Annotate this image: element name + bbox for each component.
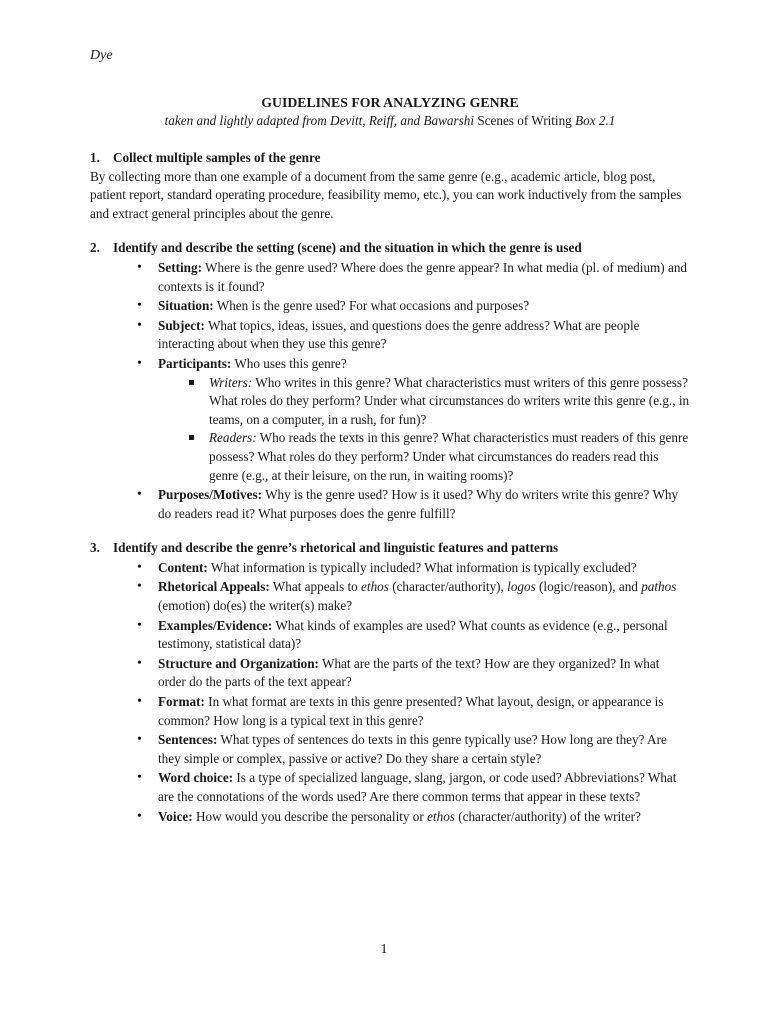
section-1-text: By collecting more than one example of a document from the same genre (e.g., academic article, blog post, patient report, standard operating procedure, feasibility memo, etc.), you can work inductively from the samples and extract general principles about the genre. (90, 168, 682, 221)
list-item-subject (158, 317, 690, 354)
list-item-rhetorical-appeals (158, 578, 690, 615)
text-format: In what format are texts in this genre presented? What layout, design, or appearance is common? How long is a typical text in this genre? (158, 694, 664, 728)
section-3-title: Identify and describe the genre’s rhetorical and linguistic features and patterns (113, 540, 559, 556)
text-appeals-3: (logic/reason), and (539, 579, 638, 595)
term-purposes: Purposes/Motives: (158, 487, 263, 503)
text-subject: What topics, ideas, issues, and questions does the genre address? What are people interacting about when they use this genre? (158, 317, 640, 352)
term-situation: Situation: (158, 298, 214, 314)
text-writers: Who writes in this genre? What characteristics must writers of this genre possess? What roles do they perform? Under what circumstances do writers write this genre (e.g., in teams, on a computer, in a rush, for fun)? (209, 374, 690, 427)
section-1-title: Collect multiple samples of the genre (113, 150, 321, 165)
section-2-number: 2. (90, 240, 100, 256)
document-body (90, 94, 690, 842)
participants-sublist (158, 374, 690, 486)
header-author: Dye (90, 48, 113, 63)
sublist-item-readers (209, 429, 690, 485)
text-ethos: ethos (361, 579, 389, 595)
text-readers: Who reads the texts in this genre? What characteristics must readers of this genre possess? What roles do they perform? Under what circumstances do readers read this genre (e.g., at their leisure, on the run, in waiting rooms)? (209, 430, 689, 483)
document-title: GUIDELINES FOR ANALYZING GENRE (261, 95, 519, 110)
term-participants: Participants: (158, 355, 232, 371)
list-item-structure (158, 655, 690, 692)
list-item-situation (158, 297, 690, 316)
subtitle-book: Scenes of Writing (477, 113, 572, 128)
term-format: Format: (158, 694, 205, 710)
term-writers: Writers: (209, 374, 253, 390)
text-examples: What kinds of examples are used? What counts as evidence (e.g., personal testimony, statistical data)? (158, 617, 668, 652)
list-item-content (158, 559, 690, 578)
term-structure: Structure and Organization: (158, 655, 319, 671)
section-2-list (90, 259, 690, 523)
section-2 (90, 239, 690, 523)
sublist-item-writers (209, 374, 690, 430)
term-voice: Voice: (158, 808, 193, 824)
list-item-sentences (158, 731, 690, 768)
text-word-choice: Is a type of specialized language, slang, jargon, or code used? Abbreviations? What are the connotations of the words used? Are there common terms that appear in these texts? (158, 770, 677, 804)
section-2-heading (90, 239, 690, 258)
term-examples: Examples/Evidence: (158, 617, 273, 633)
list-item-purposes (158, 486, 690, 523)
term-appeals: Rhetorical Appeals: (158, 579, 270, 595)
text-voice-2: (character/authority) of the writer? (458, 808, 641, 824)
list-item-setting (158, 259, 690, 296)
section-3-number: 3. (90, 540, 100, 556)
section-3-list (90, 559, 690, 826)
section-3-heading (90, 539, 690, 558)
term-setting: Setting: (158, 259, 202, 275)
text-pathos: pathos (641, 579, 677, 595)
list-item-voice (158, 808, 690, 827)
section-2-title: Identify and describe the setting (scene) and the situation in which the genre is used (113, 240, 582, 256)
text-voice-1: How would you describe the personality or (195, 808, 424, 824)
term-sentences: Sentences: (158, 732, 218, 748)
document-subtitle (90, 112, 690, 130)
list-item-participants (158, 355, 690, 485)
text-purposes: Why is the genre used? How is it used? Why do writers write this genre? Why do readers read it? What purposes does the genre fulfill? (158, 487, 679, 521)
section-1-number: 1. (90, 150, 100, 165)
term-content: Content: (158, 559, 208, 575)
term-subject: Subject: (158, 317, 205, 333)
page-number: 1 (380, 942, 388, 957)
section-1 (90, 149, 690, 223)
term-word-choice: Word choice: (158, 770, 234, 786)
text-voice-ethos: ethos (427, 808, 455, 824)
list-item-format (158, 693, 690, 730)
text-setting: Where is the genre used? Where does the genre appear? In what media (pl. of medium) and contexts is it found? (158, 259, 688, 294)
section-1-heading (90, 149, 690, 168)
text-structure: What are the parts of the text? How are they organized? In what order do the parts of the text appear? (158, 655, 660, 690)
text-sentences: What types of sentences do texts in this genre typically use? How long are they? Are they simple or complex, passive or active? Do they share a certain style? (158, 732, 667, 766)
text-situation: When is the genre used? For what occasions and purposes? (216, 298, 530, 314)
term-readers: Readers: (209, 430, 257, 446)
text-participants: Who uses this genre? (234, 355, 347, 371)
list-item-word-choice (158, 769, 690, 806)
text-logos: logos (507, 579, 536, 595)
text-content: What information is typically included? What information is typically excluded? (210, 559, 637, 575)
text-appeals-4: (emotion) do(es) the writer(s) make? (158, 598, 353, 614)
subtitle-source: taken and lightly adapted from Devitt, Reiff, and Bawarshi (164, 113, 475, 128)
text-appeals-1: What appeals to (272, 579, 358, 595)
section-3 (90, 539, 690, 826)
text-appeals-2: (character/authority), (392, 579, 504, 595)
list-item-examples (158, 617, 690, 654)
subtitle-box: Box 2.1 (575, 113, 616, 128)
